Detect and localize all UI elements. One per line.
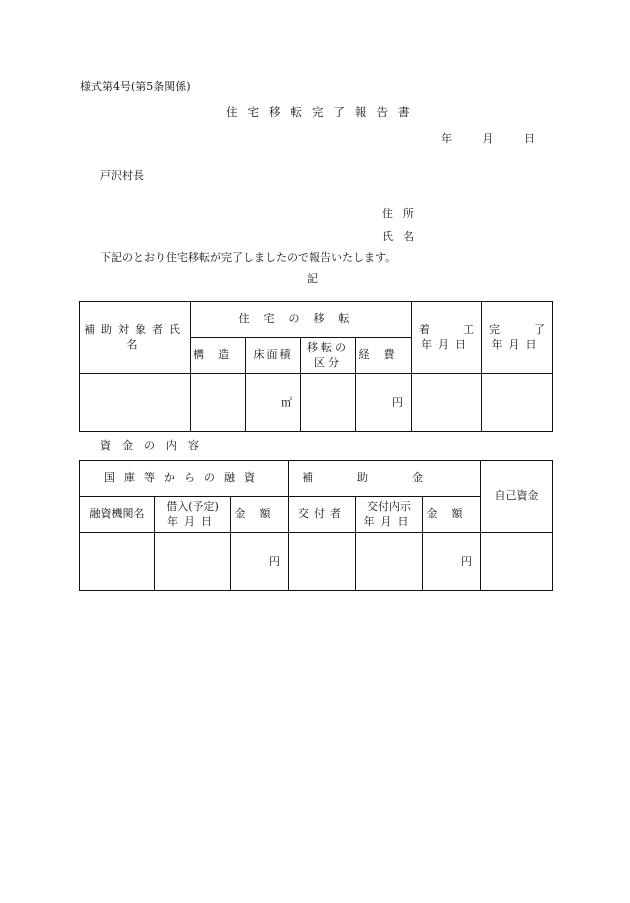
borrowing-label: 借入(予定) [166, 499, 219, 513]
own-funds-header: 自己資金 [481, 461, 553, 533]
structure-cell[interactable] [191, 374, 246, 432]
grant-date-cell[interactable] [356, 533, 423, 591]
ki-heading: 記 [307, 272, 318, 285]
subsidy-amount-cell[interactable] [423, 533, 481, 591]
structure-header: 構造 [191, 338, 246, 374]
subject-name-header: 補助対象者氏名 [80, 302, 191, 374]
expenses-yen-unit: 円 [392, 396, 403, 410]
recipient: 戸沢村長 [100, 169, 144, 182]
address-label: 住所 [382, 207, 424, 220]
subsidy-group-header: 補助金 [289, 461, 481, 497]
own-funds-cell[interactable] [481, 533, 553, 591]
grant-label: 交付内示 [367, 499, 412, 513]
start-date-header [412, 302, 482, 374]
grantor-cell[interactable] [289, 533, 356, 591]
area-unit: ㎡ [281, 396, 292, 410]
report-statement: 下記のとおり住宅移転が完了しましたので報告いたします。 [100, 251, 397, 264]
subject-name-cell[interactable] [80, 374, 191, 432]
subsidy-yen-unit: 円 [461, 555, 473, 569]
subsidy-amount-header: 金額 [423, 497, 481, 533]
date-year-label: 年 [441, 132, 452, 145]
start-ymd: 年月日 [421, 337, 472, 351]
floor-area-header: 床面積 [246, 338, 301, 374]
date-day-label: 日 [524, 132, 535, 145]
completion-date-header [482, 302, 553, 374]
form-number: 様式第4号(第5条関係) [80, 80, 191, 93]
loan-yen-unit: 円 [269, 555, 281, 569]
start-label: 着 工 [419, 322, 474, 336]
borrowing-date-header [155, 497, 231, 533]
completion-ymd: 年月日 [491, 337, 543, 351]
document-title: 住宅移転完了報告書 [226, 105, 420, 119]
completion-date-cell[interactable] [482, 374, 553, 432]
grantor-header: 交付者 [289, 497, 356, 533]
relocation-type-header: 移転の区分 [301, 338, 356, 374]
grant-ymd: 年月日 [363, 514, 415, 528]
funds-heading: 資金の内容 [100, 439, 210, 452]
grant-date-header [356, 497, 423, 533]
borrowing-date-cell[interactable] [155, 533, 231, 591]
borrowing-ymd: 年月日 [167, 514, 218, 528]
floor-area-cell[interactable] [246, 374, 301, 432]
expenses-header: 経費 [356, 338, 412, 374]
report-date[interactable] [441, 133, 535, 144]
relocation-type-cell[interactable] [301, 374, 356, 432]
completion-label: 完 了 [489, 322, 545, 336]
name-label: 氏名 [382, 230, 424, 243]
loan-amount-cell[interactable] [231, 533, 289, 591]
loan-group-header: 国庫等からの融資 [80, 461, 289, 497]
date-month-label: 月 [482, 132, 494, 145]
expenses-cell[interactable] [356, 374, 412, 432]
loan-amount-header: 金額 [231, 497, 289, 533]
relocation-table [79, 301, 553, 432]
funds-table [79, 460, 553, 591]
start-date-cell[interactable] [412, 374, 482, 432]
lender-cell[interactable] [80, 533, 155, 591]
lender-header: 融資機関名 [80, 497, 155, 533]
relocation-group-header: 住宅の移転 [191, 302, 412, 338]
